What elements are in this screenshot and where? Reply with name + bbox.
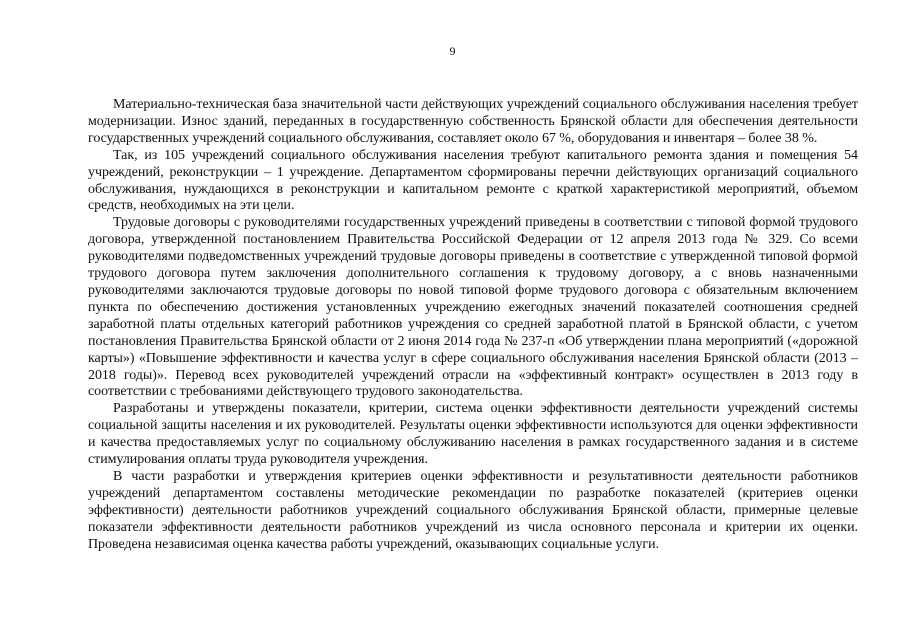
paragraph-material-base: Материально-техническая база значительной части действующих учреждений социального обслуживания населения требует модернизации. Износ зданий, переданных в государственную собственность Брянской области для обеспечения деятельности государственных учреждений социального обслуживания, составляет около 67 %, оборудования и инвентаря – более 38 %.: [88, 97, 858, 146]
paragraph-employee-evaluation: В части разработки и утверждения критериев оценки эффективности и результативности деятельности работников учреждений департаментом составлены методические рекомендации по разработке показателей (критериев оценки эффективности) деятельности работников учреждений социального обслуживания Брянской области, примерные целевые показатели эффективности деятельности работников учреждений из числа основного персонала и критерии их оценки. Проведена независимая оценка качества работы учреждений, оказывающих социальные услуги.: [88, 468, 858, 552]
paragraph-capital-repair: Так, из 105 учреждений социального обслуживания населения требуют капитального ремонта здания и помещения 54 учреждений, реконструкции – 1 учреждение. Департаментом сформированы перечни действующих организаций социального обслуживания, нуждающихся в реконструкции и капитальном ремонте с краткой характеристикой мероприятий, объемом средств, необходимых на эти цели.: [88, 147, 858, 214]
paragraph-labor-contracts: Трудовые договоры с руководителями государственных учреждений приведены в соответствии с типовой формой трудового договора, утвержденной постановлением Правительства Российской Федерации от 12 апреля 2013 года № 329. Со всеми руководителями подведомственных учреждений трудовые договоры приведены в соответствие с утвержденной типовой формой трудового договора путем заключения дополнительного соглашения к трудовому договору, а с вновь назначенными руководителями заключаются трудовые договоры по новой типовой форме трудового договора с обязательным включением пункта по обеспечению достижения установленных учреждению ежегодных значений показателей соотношения средней заработной платы отдельных категорий работников учреждения со средней заработной платой в Брянской области, с учетом постановления Правительства Брянской области от 2 июня 2014 года № 237-п «Об утверждении плана мероприятий («дорожной карты») «Повышение эффективности и качества услуг в сфере социального обслуживания населения Брянской области (2013 – 2018 годы)». Перевод всех руководителей учреждений отрасли на «эффективный контракт» осуществлен в 2013 году в соответствии с требованиями действующего трудового законодательства.: [88, 215, 858, 400]
page-number: 9: [449, 44, 456, 58]
paragraph-efficiency-criteria: Разработаны и утверждены показатели, критерии, система оценки эффективности деятельности учреждений системы социальной защиты населения и их руководителей. Результаты оценки эффективности используются для оценки эффективности и качества предоставляемых услуг по социальному обслуживанию населения в рамках государственного задания и в системе стимулирования оплаты труда руководителя учреждения.: [88, 401, 858, 468]
document-body: [88, 97, 858, 553]
